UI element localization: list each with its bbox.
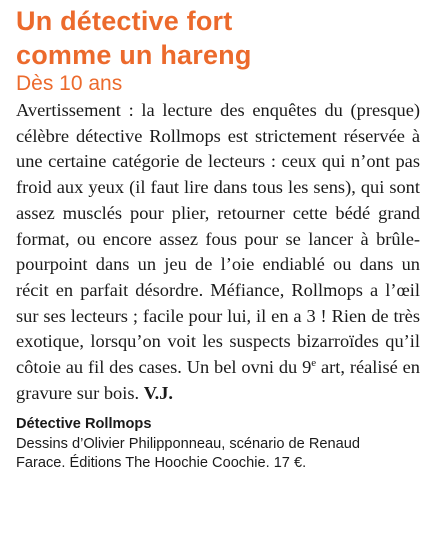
book-credits [16, 415, 420, 474]
title-line-2: comme un hareng [16, 40, 252, 70]
credits-line-1: Dessins d’Olivier Philipponneau, scénario de Renaud [16, 435, 360, 452]
article [16, 4, 420, 474]
book-title: Détective Rollmops [16, 416, 152, 433]
author-signature: V.J. [143, 382, 174, 403]
article-body [16, 98, 420, 406]
age-recommendation: Dès 10 ans [16, 72, 123, 95]
credits-line-2: Farace. Éditions The Hoochie Coochie. 17 €. [16, 455, 307, 472]
article-title [16, 4, 420, 72]
body-text-part-2: art, réalisé en gravure sur bois. [16, 357, 420, 403]
body-text-part-1: Avertissement : la lecture des enquêtes du (presque) célèbre détective Rollmops est strictement réservée à une certaine catégorie de lecteurs : ceux qui n’ont pas froid aux yeux (il faut lire dans tous les sens), qui sont assez musclés pour plier, retourner cette bédé grand format, ou encore assez fous pour se lancer à brûle-pourpoint dans un jeu de l’oie endiablé ou dans un récit en parfait désordre. Méfiance, Rollmops a l’œil sur ses lecteurs ; facile pour lui, il en a 3 ! Rien de très exotique, lorsqu’on voit les suspects bizarroïdes qu’il côtoie au fil des cases. Un bel ovni du 9 [16, 100, 420, 378]
title-line-1: Un détective fort [16, 6, 233, 36]
ordinal-superscript: e [311, 356, 317, 369]
